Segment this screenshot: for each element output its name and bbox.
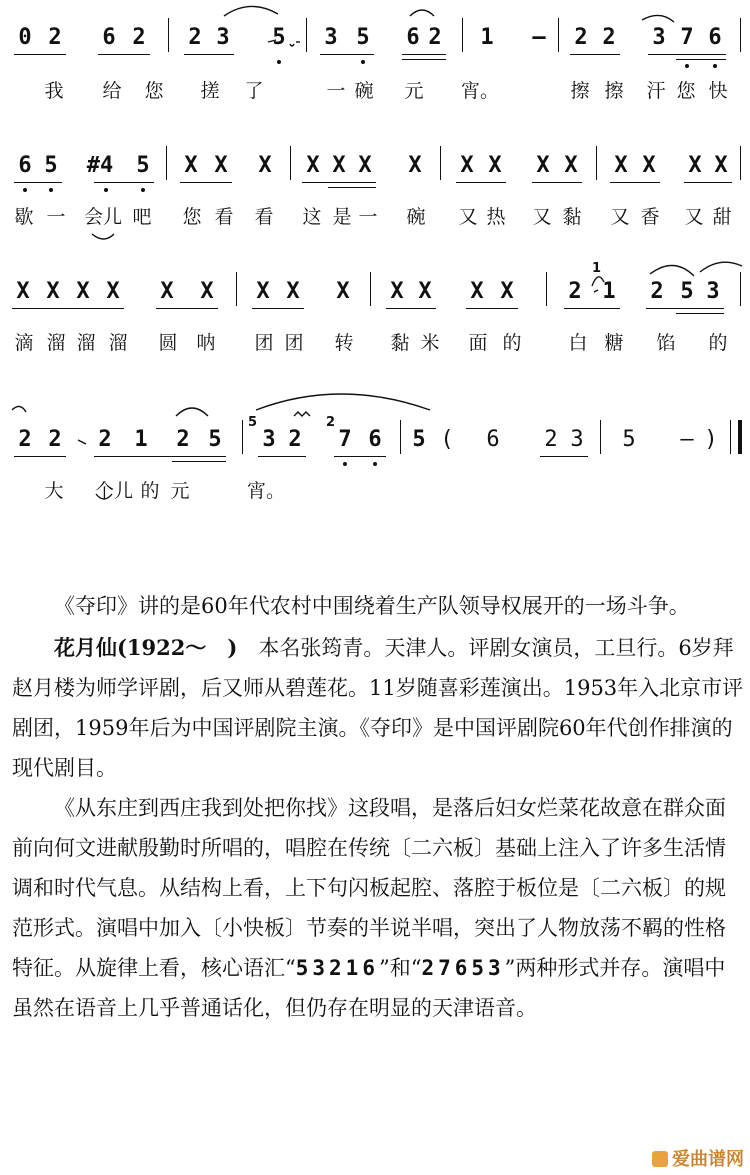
breath-mark [78,440,86,444]
note: 1 [134,427,148,452]
watermark-text: 爱曲谱网 [672,1149,744,1170]
lyric: 溜 [76,332,96,354]
lyric: 会儿 [83,206,122,228]
note: 5 [208,427,222,452]
watermark [652,1145,744,1171]
slur [290,44,294,46]
note: X [390,279,404,304]
note: 0 [18,25,32,50]
note: X [76,279,90,304]
note: 2 [188,25,202,50]
phrase-slur [256,394,430,410]
lyric: 歇 [14,206,34,228]
note: 2 [544,427,558,452]
note: 5 [412,427,426,452]
slur [650,265,694,276]
slur [92,234,114,239]
lyric: 馅 [656,332,676,354]
note: 3 [216,25,230,50]
lyric: 您 [676,80,696,102]
note: X [688,153,702,178]
lyric: 糖 [604,332,624,354]
note: – [680,427,694,452]
note: X [286,279,300,304]
note: 2 [568,279,582,304]
lyric: 团 [284,332,304,354]
note: 3 [570,427,584,452]
note: 3 [652,25,666,50]
breath-mark [268,40,276,42]
note: 5 [622,427,636,452]
note: X [306,153,320,178]
lyric: 甜 [712,206,732,228]
lyric: 面 [468,332,488,354]
note: 6 [486,427,500,452]
lyric: 香 [640,206,660,228]
lyric: 您 [182,206,202,228]
note: 2 [18,427,32,452]
lyric: 擦 [604,80,624,102]
note: X [460,153,474,178]
lyric: 又 [610,206,630,228]
lyric: 的 [140,480,160,502]
note: X [200,279,214,304]
lyric: 擦 [570,80,590,102]
lyric: 的 [708,332,728,354]
note: X [106,279,120,304]
paragraph-3 [12,788,744,1028]
note: X [488,153,502,178]
slur [224,6,278,16]
lyric: 看 [214,206,234,228]
paren-close: ) [704,427,718,452]
lyric: 圆 [158,332,178,354]
grace-note: 2 [326,415,336,430]
note: X [160,279,174,304]
watermark-logo-icon [652,1151,668,1167]
note: 2 [98,427,112,452]
lyric: 滴 [14,332,34,354]
note: 2 [48,427,62,452]
slur [592,277,604,286]
note: 5 [272,25,286,50]
lyric: 一 [326,80,346,102]
paragraph-1: 《夺印》讲的是60年代农村中围绕着生产队领导权展开的一场斗争。 [54,594,690,618]
note: X [614,153,628,178]
note: X [184,153,198,178]
note: X [500,279,514,304]
lyric: 快 [708,80,728,102]
note: 2 [288,427,302,452]
note: X [46,279,60,304]
lyric: 碗 [354,80,374,102]
lyric: 碗 [406,206,426,228]
lyric: 宵。 [246,480,285,502]
slur [96,494,112,499]
lyric: 又 [684,206,704,228]
note: 6 [102,25,116,50]
lyric: 一 [358,206,378,228]
note: 5 [136,153,150,178]
note: X [418,279,432,304]
paragraph-2 [12,628,744,788]
note: X [256,279,270,304]
lyric: 我 [44,80,64,102]
note: #4 [86,153,114,178]
lyric: 黏 [390,332,410,354]
grace-note: 1 [592,261,602,276]
lyric: 白 [568,332,588,354]
lyric: 个儿 [94,480,133,502]
note: 2 [428,25,442,50]
note: 2 [48,25,62,50]
commentary [12,586,744,1028]
slur [700,262,742,272]
note: 2 [602,25,616,50]
note: 2 [650,279,664,304]
note: X [470,279,484,304]
note: 5 [44,153,58,178]
artist-name: 花月仙(1922～ ) [54,635,238,660]
lyric: 大 [44,480,64,502]
lyric: 是 [332,206,352,228]
note: X [258,153,272,178]
note: 6 [708,25,722,50]
lyric: 呐 [196,332,216,354]
note: 7 [338,427,352,452]
lyric: 米 [420,332,440,354]
lyric: 汗 [646,80,666,102]
note: 3 [324,25,338,50]
lyric: 了 [244,80,264,102]
note: 1 [480,25,494,50]
note: 2 [574,25,588,50]
note: 5 [680,279,694,304]
note: 5 [356,25,370,50]
slur [176,408,208,416]
slur [12,406,26,412]
note: X [16,279,30,304]
lyric: 的 [502,332,522,354]
note: X [714,153,728,178]
slur [410,10,434,16]
lyric: 元 [170,480,190,502]
lyric: 搓 [200,80,220,102]
lyric: 一 [46,206,66,228]
note: 6 [406,25,420,50]
note: 3 [706,279,720,304]
note: 2 [132,25,146,50]
artist-bio: 本名张筠青。天津人。评剧女演员，工旦行。6岁拜赵月楼为师学评剧，后又师从碧莲花。11岁随喜彩莲演出。1953年入北京市评剧团，1959年后为中国评剧院主演。《夺印》是中国评剧院60年代创作排演的现代剧目。 [12,636,744,780]
note: 7 [680,25,694,50]
paren-open: ( [440,427,454,452]
grace-note: 5 [248,415,258,430]
lyric: 溜 [46,332,66,354]
note: X [536,153,550,178]
lyric: 宵。 [460,80,499,102]
note: 2 [176,427,190,452]
analysis-text: ”和“ [378,956,422,980]
analysis-text: 《从东庄到西庄我到处把你找》这段唱，是落后妇女烂菜花故意在群众面前向何文进献殷勤时所唱的，唱腔在传统〔二六板〕基础上注入了许多生活情调和时代气息。从结构上看，上下句闪板起腔、落腔于板位是〔二六板〕的规范形式。演唱中加入〔小快板〕节奏的半说半唱，突出了人物放荡不羁的性格特征。从旋律上看，核心语汇“ [12,796,726,980]
lyric: 这 [302,206,322,228]
lyric: 热 [486,206,506,228]
lyric: 给 [102,80,122,102]
motif-1: 53216 [295,956,379,980]
note: 6 [368,427,382,452]
lyric: 又 [458,206,478,228]
note: 1 [602,279,616,304]
lyric: 转 [334,332,354,354]
note: X [564,153,578,178]
motif-2: 27653 [421,956,505,980]
note: X [332,153,346,178]
lyric: 团 [254,332,274,354]
note: X [214,153,228,178]
trill-mark [294,412,310,416]
slur [642,15,674,22]
note: 6 [18,153,32,178]
lyric: 溜 [108,332,128,354]
grace-slur [594,290,598,292]
note: – [532,25,546,50]
lyric: 又 [532,206,552,228]
note: X [336,279,350,304]
note: X [408,153,422,178]
lyric: 看 [254,206,274,228]
note: 3 [262,427,276,452]
score-markings [0,0,750,520]
lyric: 黏 [562,206,582,228]
lyric: 吧 [132,206,152,228]
lyric: 您 [144,80,164,102]
note: X [642,153,656,178]
note: X [358,153,372,178]
analysis-text: ”两种形式并存。演唱中虽然在语音上几乎普通话化，但仍存在明显的天津语音。 [12,956,726,1020]
lyric: 元 [404,80,424,102]
